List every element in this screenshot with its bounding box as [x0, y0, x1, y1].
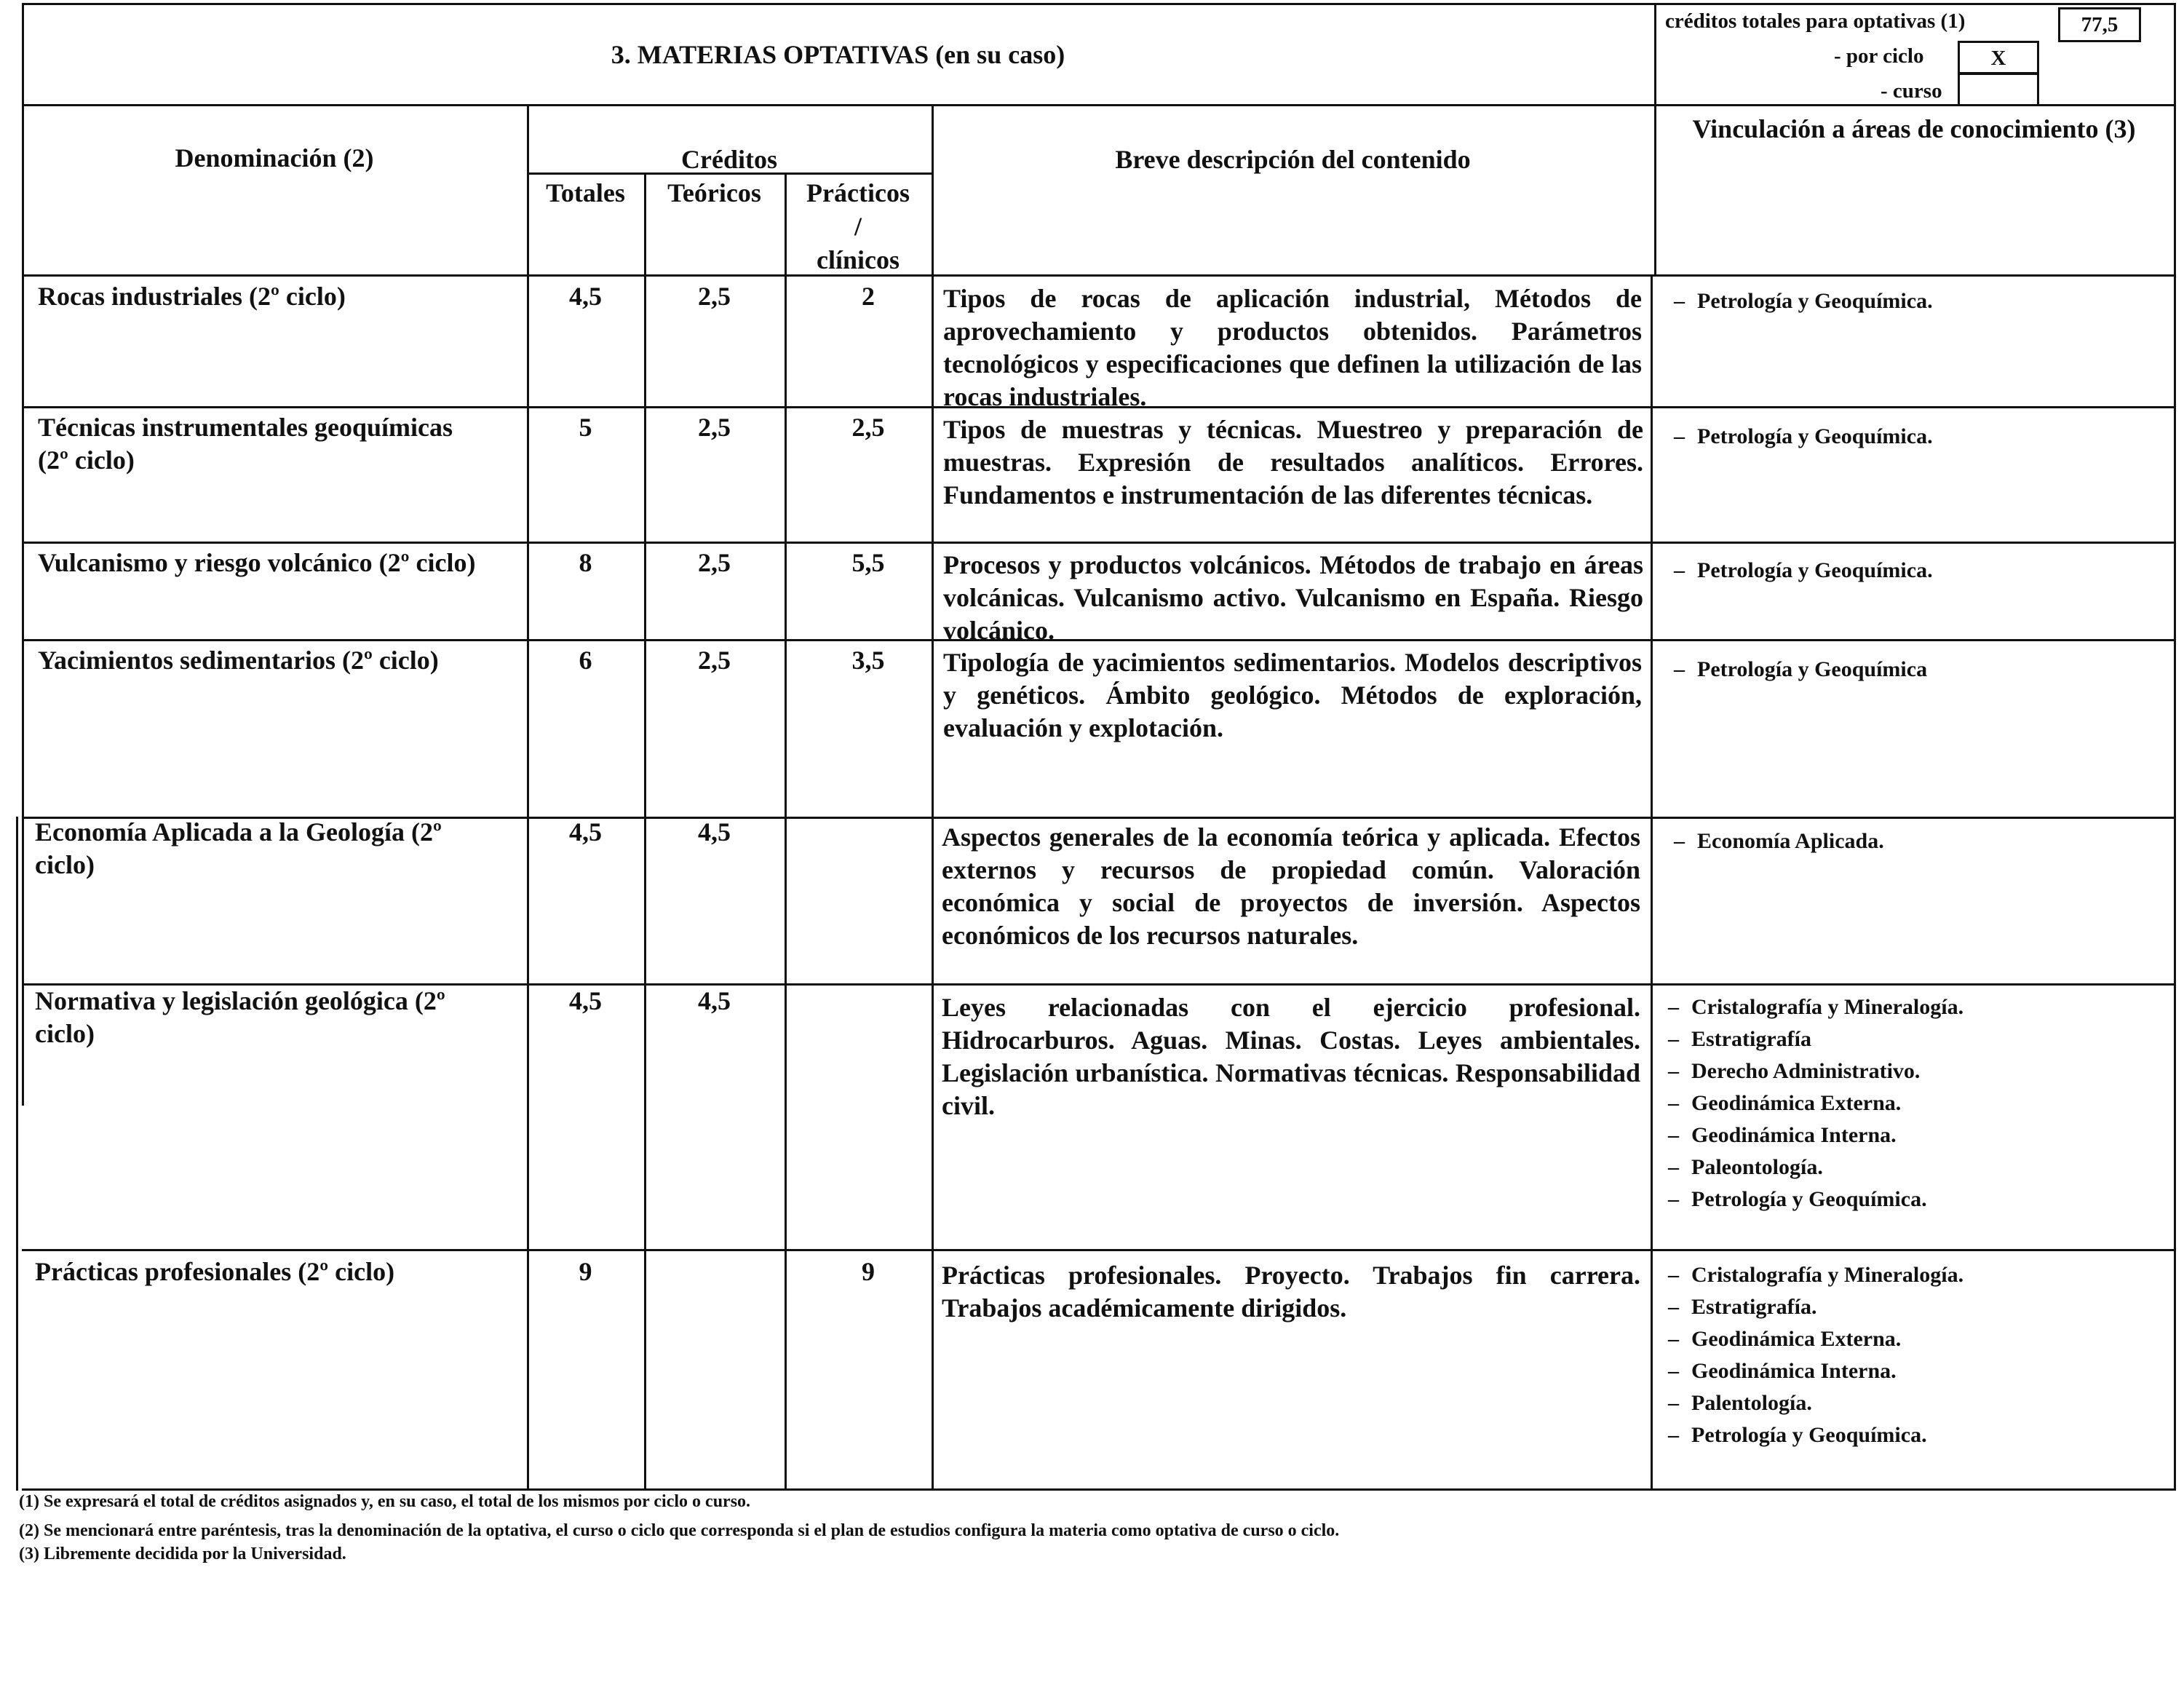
credits-total: 8	[579, 548, 592, 577]
subject-name-cont: (2º ciclo)	[38, 445, 135, 475]
area-item: – Geodinámica Interna.	[1668, 1355, 1963, 1387]
area-item: – Cristalografía y Mineralogía.	[1668, 991, 1963, 1023]
area-item: – Cristalografía y Mineralogía.	[1668, 1259, 1963, 1291]
subject-name: Prácticas profesionales (2º ciclo)	[35, 1257, 395, 1286]
subject-description: Tipos de muestras y técnicas. Muestreo y preparación de muestras. Expresión de resultados analíticos. Errores. Fundamentos e instrumentación de las diferentes técnicas.	[943, 415, 1643, 510]
credits-total-label: créditos totales para optativas (1)	[1665, 9, 1966, 33]
credits-theory: 2,5	[698, 413, 731, 442]
knowledge-areas	[1668, 991, 1963, 1216]
subject-name: Economía Aplicada a la Geología (2º	[35, 817, 442, 846]
subject-name: Vulcanismo y riesgo volcánico (2º ciclo)	[38, 548, 476, 577]
knowledge-areas	[1674, 654, 1927, 686]
area-item: – Estratigrafía	[1668, 1023, 1963, 1055]
credits-practice: 5,5	[851, 548, 885, 577]
header-practicos-slash: /	[854, 212, 862, 241]
subject-description: Leyes relacionadas con el ejercicio profesional. Hidrocarburos. Aguas. Minas. Costas. Leyes ambientales. Legislación urbanística. Normativas técnicas. Responsabilidad civil.	[942, 993, 1640, 1120]
credits-theory: 2,5	[698, 646, 731, 675]
per-cycle-value: X	[1990, 47, 2006, 70]
knowledge-areas	[1668, 1259, 1963, 1451]
area-item: – Estratigrafía.	[1668, 1291, 1963, 1323]
footnote: (1) Se expresará el total de créditos asignados y, en su caso, el total de los mismos por ciclo o curso.	[19, 1492, 751, 1511]
knowledge-areas	[1674, 555, 1933, 587]
credits-theory: 4,5	[698, 986, 731, 1015]
area-item: – Petrología y Geoquímica.	[1674, 555, 1933, 587]
credits-practice: 3,5	[851, 646, 885, 675]
credits-total: 9	[579, 1257, 592, 1286]
subject-description: Prácticas profesionales. Proyecto. Trabajos fin carrera. Trabajos académicamente dirigidos.	[942, 1261, 1640, 1323]
per-course-field	[1958, 73, 2039, 106]
subject-name-cont: ciclo)	[35, 850, 95, 879]
credits-total-value: 77,5	[2081, 13, 2119, 36]
credits-practice: 2	[862, 282, 875, 311]
per-course-label: - curso	[1881, 79, 1942, 103]
knowledge-areas	[1674, 421, 1933, 453]
subject-description: Tipos de rocas de aplicación industrial, Métodos de aprovechamiento y productos obtenidos. Parámetros tecnológicos y especificaciones que definen la utilización de las rocas industriales.	[943, 284, 1642, 411]
credits-total: 4,5	[569, 986, 602, 1015]
header-creditos: Créditos	[681, 145, 777, 174]
section-title: 3. MATERIAS OPTATIVAS (en su caso)	[611, 40, 1065, 69]
area-item: – Petrología y Geoquímica.	[1668, 1183, 1963, 1216]
credits-theory: 2,5	[698, 548, 731, 577]
subject-name: Rocas industriales (2º ciclo)	[38, 282, 346, 311]
header-totales: Totales	[546, 178, 625, 207]
area-item: – Economía Aplicada.	[1674, 825, 1884, 857]
per-cycle-field	[1958, 41, 2039, 74]
credits-practice: 2,5	[851, 413, 885, 442]
credits-total: 4,5	[569, 817, 602, 846]
subject-description: Tipología de yacimientos sedimentarios. Modelos descriptivos y genéticos. Ámbito geológico. Métodos de exploración, evaluación y explotación.	[943, 648, 1642, 742]
credits-total: 4,5	[569, 282, 602, 311]
subject-description: Aspectos generales de la economía teórica y aplicada. Efectos externos y recursos de propiedad común. Valoración económica y social de proyectos de inversión. Aspectos económicos de los recursos naturales.	[942, 822, 1640, 950]
credits-total-field	[2058, 7, 2141, 42]
header-denominacion: Denominación (2)	[175, 143, 374, 173]
credits-total: 6	[579, 646, 592, 675]
area-item: – Petrología y Geoquímica.	[1668, 1419, 1963, 1451]
credits-theory: 2,5	[698, 282, 731, 311]
header-practicos: Prácticos	[806, 178, 910, 207]
header-teoricos: Teóricos	[667, 178, 761, 207]
area-item: – Petrología y Geoquímica.	[1674, 285, 1933, 317]
area-item: – Palentología.	[1668, 1387, 1963, 1419]
area-item: – Petrología y Geoquímica.	[1674, 421, 1933, 453]
header-descripcion: Breve descripción del contenido	[1115, 145, 1471, 174]
footnote: (3) Libremente decidida por la Universidad.	[19, 1545, 346, 1563]
area-item: – Paleontología.	[1668, 1151, 1963, 1183]
credits-theory: 4,5	[698, 817, 731, 846]
subject-name: Yacimientos sedimentarios (2º ciclo)	[38, 646, 439, 675]
knowledge-areas	[1674, 825, 1884, 857]
per-cycle-label: - por ciclo	[1834, 44, 1924, 68]
area-item: – Petrología y Geoquímica	[1674, 654, 1927, 686]
area-item: – Geodinámica Interna.	[1668, 1119, 1963, 1151]
credits-practice: 9	[862, 1257, 875, 1286]
subject-name: Técnicas instrumentales geoquímicas	[38, 413, 453, 442]
header-clinicos: clínicos	[817, 245, 900, 274]
credits-total: 5	[579, 413, 592, 442]
header-vinculacion: Vinculación a áreas de conocimiento (3)	[1692, 114, 2136, 143]
footnote: (2) Se mencionará entre paréntesis, tras la denominación de la optativa, el curso o ciclo que corresponda si el plan de estudios configura la materia como optativa de curso o ciclo.	[19, 1521, 1340, 1540]
area-item: – Derecho Administrativo.	[1668, 1055, 1963, 1087]
area-item: – Geodinámica Externa.	[1668, 1087, 1963, 1119]
subject-name-cont: ciclo)	[35, 1019, 95, 1048]
subject-description: Procesos y productos volcánicos. Métodos de trabajo en áreas volcánicas. Vulcanismo activo. Vulcanismo en España. Riesgo volcánico.	[943, 550, 1643, 645]
area-item: – Geodinámica Externa.	[1668, 1323, 1963, 1355]
subject-name: Normativa y legislación geológica (2º	[35, 986, 445, 1015]
knowledge-areas	[1674, 285, 1933, 317]
